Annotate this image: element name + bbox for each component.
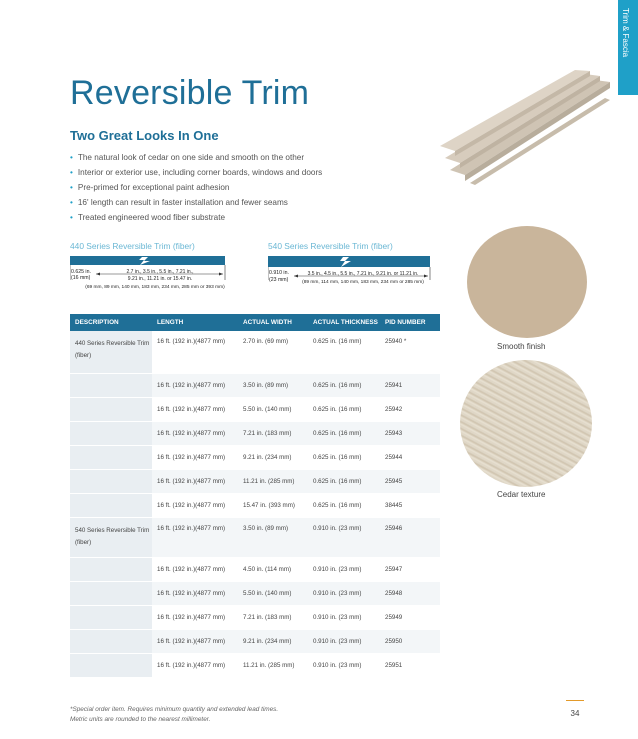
- series-540-title: 540 Series Reversible Trim: [268, 241, 369, 251]
- cell-length: 16 ft. (192 in.)(4877 mm): [152, 446, 238, 470]
- cell-pid: 25942: [380, 398, 440, 422]
- feature-text: The natural look of cedar on one side and smooth on the other: [77, 153, 305, 162]
- table-header-row: [70, 314, 440, 331]
- cell-width: 3.50 in. (89 mm): [238, 374, 308, 398]
- cell-thickness: 0.625 in. (16 mm): [308, 398, 380, 422]
- table-row: [70, 630, 440, 654]
- cell-length: 16 ft. (192 in.)(4877 mm): [152, 654, 238, 678]
- cell-width: 9.21 in. (234 mm): [238, 630, 308, 654]
- feature-item: [70, 180, 322, 195]
- cell-pid: 25948: [380, 582, 440, 606]
- col-header-length: LENGTH: [152, 314, 238, 331]
- cell-thickness: 0.910 in. (23 mm): [308, 582, 380, 606]
- cell-thickness: 0.625 in. (16 mm): [308, 422, 380, 446]
- col-header-pid-number: PID NUMBER: [380, 314, 440, 331]
- cell-pid: 25946: [380, 518, 440, 558]
- cell-length: 16 ft. (192 in.)(4877 mm): [152, 630, 238, 654]
- cell-width: 11.21 in. (285 mm): [238, 470, 308, 494]
- series-440-widths-mm: (69 mm, 89 mm, 140 mm, 183 mm, 234 mm, 285 mm or 393 mm): [85, 285, 225, 290]
- table-row: [70, 654, 440, 678]
- series-440-heading: [70, 241, 195, 251]
- table-row: [70, 518, 440, 558]
- cell-length: 16 ft. (192 in.)(4877 mm): [152, 518, 238, 558]
- cell-length: 16 ft. (192 in.)(4877 mm): [152, 331, 238, 374]
- footnote-metric: Metric units are rounded to the nearest millimeter.: [70, 716, 211, 723]
- bullet-icon: •: [70, 183, 73, 192]
- cell-width: 11.21 in. (285 mm): [238, 654, 308, 678]
- feature-text: 16' length can result in faster installation and fewer seams: [77, 198, 288, 207]
- cell-length: 16 ft. (192 in.)(4877 mm): [152, 398, 238, 422]
- cell-pid: 25941: [380, 374, 440, 398]
- bullet-icon: •: [70, 198, 73, 207]
- cell-description: [70, 494, 152, 518]
- feature-text: Pre-primed for exceptional paint adhesion: [77, 183, 230, 192]
- cell-description: [70, 470, 152, 494]
- bullet-icon: •: [70, 153, 73, 162]
- feature-item: [70, 195, 322, 210]
- cell-pid: 25950: [380, 630, 440, 654]
- cell-pid: 38445: [380, 494, 440, 518]
- cell-length: 16 ft. (192 in.)(4877 mm): [152, 470, 238, 494]
- series-540-thickness-in: 0.910 in.: [269, 270, 289, 276]
- cell-pid: 25945: [380, 470, 440, 494]
- feature-text: Interior or exterior use, including corner boards, windows and doors: [77, 168, 323, 177]
- cell-thickness: 0.625 in. (16 mm): [308, 494, 380, 518]
- cell-description: [70, 422, 152, 446]
- cell-width: 15.47 in. (393 mm): [238, 494, 308, 518]
- cell-width: 5.50 in. (140 mm): [238, 398, 308, 422]
- col-header-actual-width: ACTUAL WIDTH: [238, 314, 308, 331]
- col-header-description: DESCRIPTION: [70, 314, 152, 331]
- table-row: [70, 446, 440, 470]
- cell-pid: 25944: [380, 446, 440, 470]
- cell-pid: 25943: [380, 422, 440, 446]
- cell-thickness: 0.625 in. (16 mm): [308, 470, 380, 494]
- cell-length: 16 ft. (192 in.)(4877 mm): [152, 606, 238, 630]
- page-number: 34: [566, 700, 584, 718]
- cell-description: [70, 582, 152, 606]
- table-row: [70, 398, 440, 422]
- table-row: [70, 470, 440, 494]
- table-row: [70, 606, 440, 630]
- series-440-title: 440 Series Reversible Trim: [70, 241, 171, 251]
- bullet-icon: •: [70, 168, 73, 177]
- cell-thickness: 0.910 in. (23 mm): [308, 518, 380, 558]
- trim-boards-image: [440, 70, 610, 185]
- series-540-widths-mm: (89 mm, 114 mm, 140 mm, 183 mm, 234 mm or 285 mm): [302, 280, 424, 285]
- cell-description: [70, 606, 152, 630]
- cell-description: [70, 374, 152, 398]
- section-side-tab: [618, 0, 638, 95]
- series-540-widths-line1: 3.5 in., 4.5 in., 5.5 in., 7.21 in., 9.21 in. or 11.21 in.: [307, 271, 419, 277]
- footnote-special-order: *Special order item. Requires minimum quantity and extended lead times.: [70, 706, 279, 713]
- feature-text: Treated engineered wood fiber substrate: [77, 213, 226, 222]
- cedar-texture-swatch: [460, 360, 592, 487]
- series-440-thickness-mm: (16 mm): [71, 275, 91, 281]
- cell-length: 16 ft. (192 in.)(4877 mm): [152, 422, 238, 446]
- footnote: [70, 705, 278, 725]
- cell-thickness: 0.910 in. (23 mm): [308, 558, 380, 582]
- table-row: [70, 422, 440, 446]
- series-440-widths-line2: 9.21 in., 11.21 in. or 15.47 in.: [127, 276, 193, 282]
- series-540-profile-diagram: [268, 256, 433, 288]
- cell-length: 16 ft. (192 in.)(4877 mm): [152, 494, 238, 518]
- cell-description: [70, 654, 152, 678]
- cell-description: [70, 398, 152, 422]
- cell-width: 5.50 in. (140 mm): [238, 582, 308, 606]
- series-440-profile-diagram: [70, 256, 230, 292]
- page-title: Reversible Trim: [70, 74, 310, 112]
- feature-item: [70, 210, 322, 225]
- cell-width: 2.70 in. (69 mm): [238, 331, 308, 374]
- feature-item: [70, 165, 322, 180]
- cell-description: [70, 446, 152, 470]
- series-540-note: (fiber): [370, 241, 393, 251]
- cell-width: 3.50 in. (89 mm): [238, 518, 308, 558]
- cell-thickness: 0.625 in. (16 mm): [308, 374, 380, 398]
- cell-pid: 25951: [380, 654, 440, 678]
- cell-pid: 25940 *: [380, 331, 440, 374]
- cell-thickness: 0.625 in. (16 mm): [308, 446, 380, 470]
- series-440-note: (fiber): [172, 241, 195, 251]
- table-row: [70, 558, 440, 582]
- feature-list: [70, 150, 322, 225]
- series-440-thickness-in: 0.625 in.: [71, 269, 91, 275]
- cell-thickness: 0.910 in. (23 mm): [308, 606, 380, 630]
- cell-length: 16 ft. (192 in.)(4877 mm): [152, 582, 238, 606]
- cell-thickness: 0.625 in. (16 mm): [308, 331, 380, 374]
- cell-width: 7.21 in. (183 mm): [238, 606, 308, 630]
- product-spec-table: [70, 314, 440, 678]
- cell-pid: 25947: [380, 558, 440, 582]
- col-header-actual-thickness: ACTUAL THICKNESS: [308, 314, 380, 331]
- cell-thickness: 0.910 in. (23 mm): [308, 630, 380, 654]
- table-row: [70, 331, 440, 374]
- cell-width: 9.21 in. (234 mm): [238, 446, 308, 470]
- smooth-finish-caption: Smooth finish: [497, 342, 546, 351]
- cell-description: 540 Series Reversible Trim (fiber): [70, 518, 152, 558]
- side-tab-label: Trim & Fascia: [621, 8, 630, 58]
- table-row: [70, 494, 440, 518]
- series-540-thickness-mm: (23 mm): [269, 277, 289, 283]
- cell-length: 16 ft. (192 in.)(4877 mm): [152, 374, 238, 398]
- cell-description: [70, 558, 152, 582]
- cell-length: 16 ft. (192 in.)(4877 mm): [152, 558, 238, 582]
- cell-width: 4.50 in. (114 mm): [238, 558, 308, 582]
- page-subtitle: Two Great Looks In One: [70, 128, 219, 143]
- cell-thickness: 0.910 in. (23 mm): [308, 654, 380, 678]
- smooth-finish-swatch: [467, 226, 587, 338]
- cell-width: 7.21 in. (183 mm): [238, 422, 308, 446]
- cell-description: 440 Series Reversible Trim (fiber): [70, 331, 152, 374]
- feature-item: [70, 150, 322, 165]
- bullet-icon: •: [70, 213, 73, 222]
- table-row: [70, 582, 440, 606]
- cell-description: [70, 630, 152, 654]
- series-440-widths-line1: 2.7 in., 3.5 in., 5.5 in., 7.21 in.,: [126, 269, 194, 275]
- table-row: [70, 374, 440, 398]
- cedar-texture-caption: Cedar texture: [497, 490, 546, 499]
- series-540-heading: [268, 241, 393, 251]
- cell-pid: 25949: [380, 606, 440, 630]
